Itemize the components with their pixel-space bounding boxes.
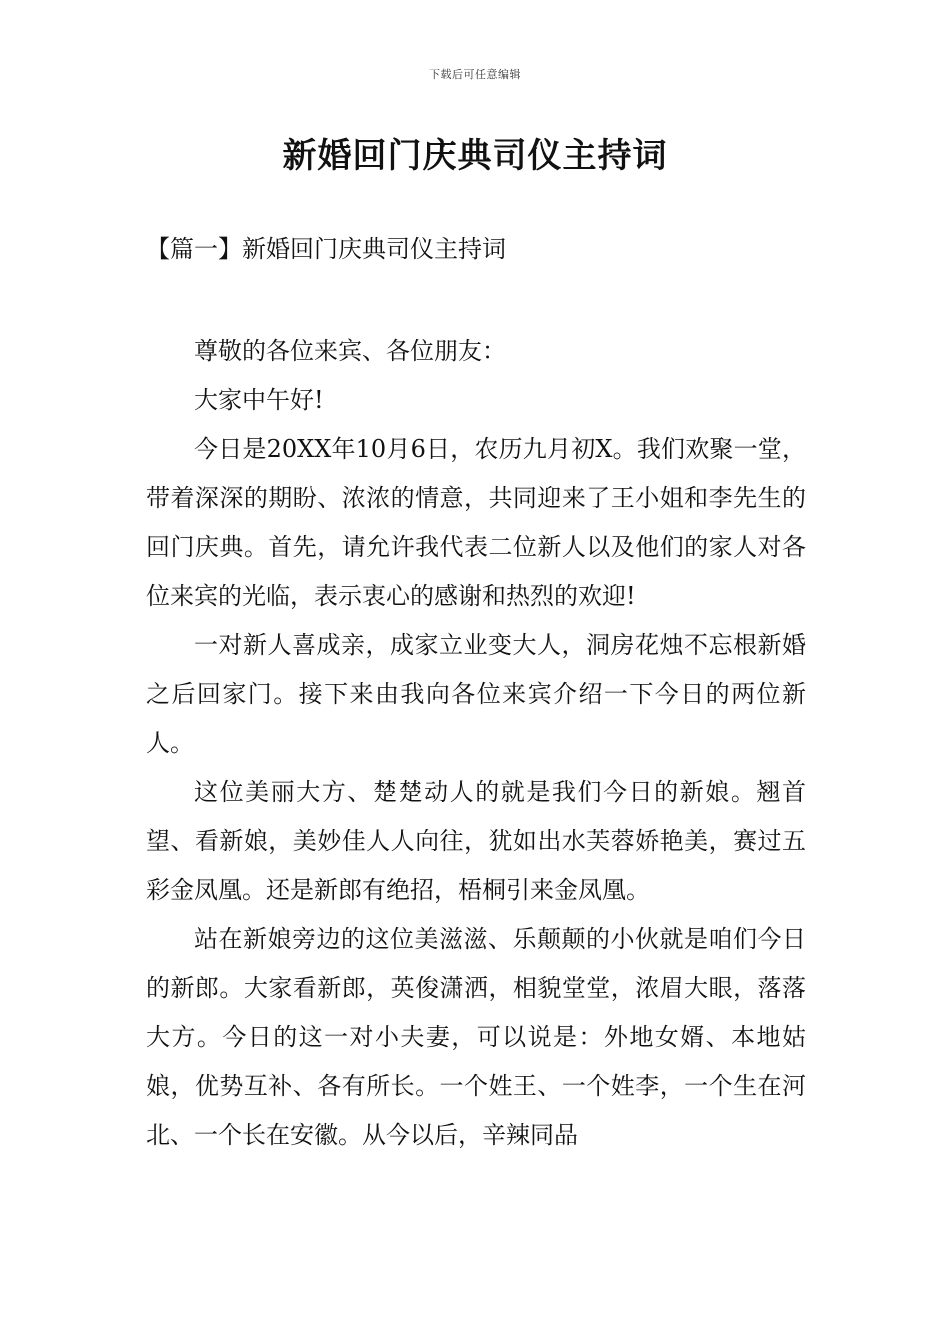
paragraph-salutation: 大家中午好! xyxy=(194,386,324,414)
paragraph: 这位美丽大方、楚楚动人的就是我们今日的新娘。翘首望、看新娘，美妙佳人人向往，犹如出水芙蓉娇艳美，赛过五彩金凤凰。还是新郎有绝招，梧桐引来金凤凰。 xyxy=(146,778,806,904)
section-heading: 【篇一】新婚回门庆典司仪主持词 xyxy=(146,235,506,263)
document-title: 新婚回门庆典司仪主持词 xyxy=(282,136,668,176)
paragraph: 站在新娘旁边的这位美滋滋、乐颠颠的小伙就是咱们今日的新郎。大家看新郎，英俊潇洒，相貌堂堂，浓眉大眼，落落大方。今日的这一对小夫妻，可以说是：外地女婿、本地姑娘，优势互补、各有所长。一个姓王、一个姓李，一个生在河北、一个长在安徽。从今以后，辛辣同品 xyxy=(146,925,806,1149)
body-text xyxy=(146,327,806,1160)
header-note: 下载后可任意编辑 xyxy=(429,68,521,81)
paragraph: 一对新人喜成亲，成家立业变大人，洞房花烛不忘根新婚之后回家门。接下来由我向各位来宾介绍一下今日的两位新人。 xyxy=(146,631,806,757)
paragraph: 今日是20XX年10月6日，农历九月初X。我们欢聚一堂，带着深深的期盼、浓浓的情意，共同迎来了王小姐和李先生的回门庆典。首先，请允许我代表二位新人以及他们的家人对各位来宾的光临，表示衷心的感谢和热烈的欢迎! xyxy=(146,435,806,610)
paragraph-greeting: 尊敬的各位来宾、各位朋友： xyxy=(194,337,506,365)
